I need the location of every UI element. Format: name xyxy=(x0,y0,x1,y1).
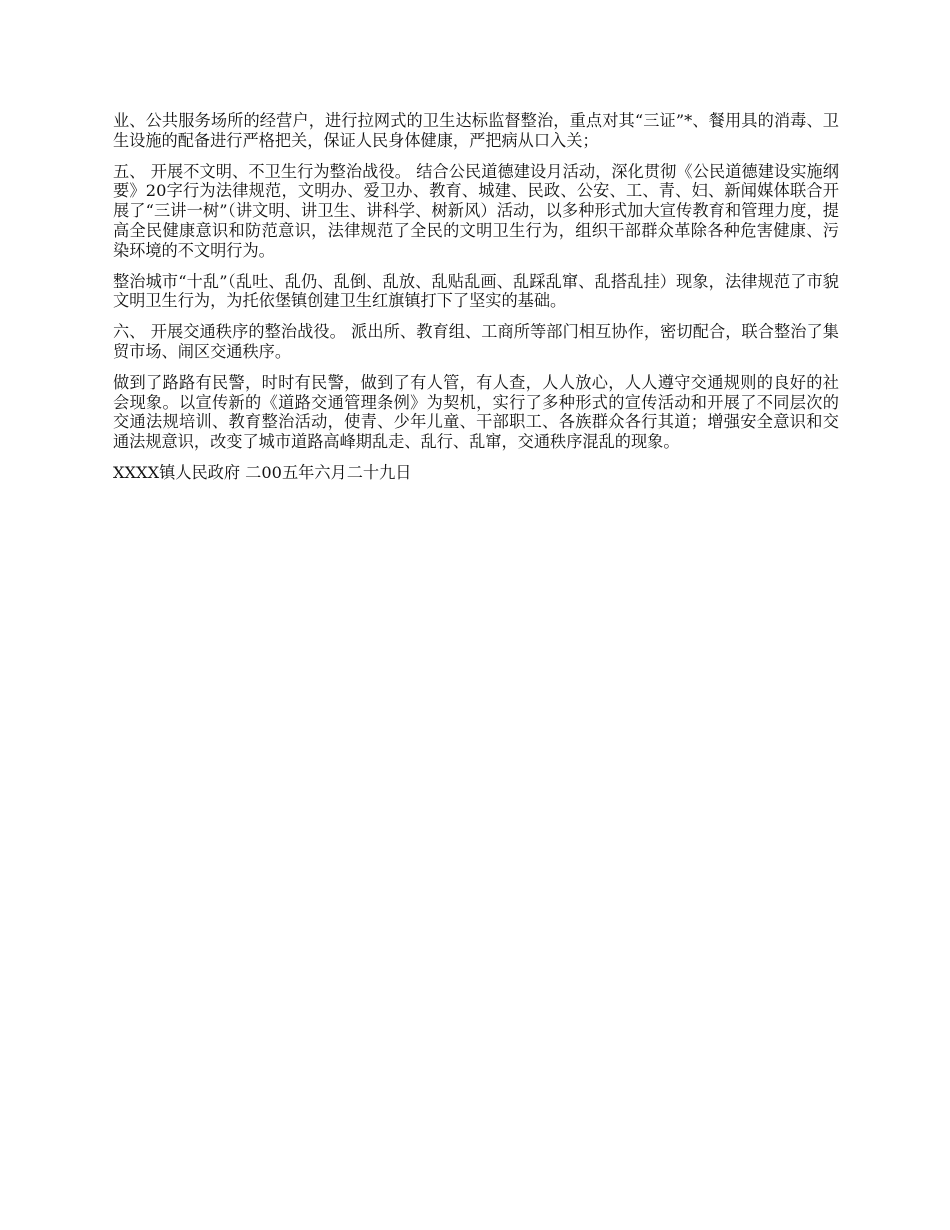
paragraph-section-five-civility-campaign: 五、 开展不文明、不卫生行为整治战役。 结合公民道德建设月活动，深化贯彻《公民道德建设实施纲要》20字行为法律规范，文明办、爱卫办、教育、城建、民政、公安、工、青、妇、新闻媒体联合开展了“三讲一树”（讲文明、讲卫生、讲科学、树新风）活动，以多种形式加大宣传教育和管理力度，提高全民健康意识和防范意识，法律规范了全民的文明卫生行为，组织干部群众革除各种危害健康、污染环境的不文明行为。 xyxy=(113,161,839,260)
paragraph-sanitation-inspection: 业、公共服务场所的经营户，进行拉网式的卫生达标监督整治，重点对其“三证”*、餐用具的消毒、卫生设施的配备进行严格把关，保证人民身体健康，严把病从口入关； xyxy=(113,111,839,150)
signature-line: XXXX镇人民政府 二00五年六月二十九日 xyxy=(113,462,412,482)
paragraph-ten-chaos-rectification: 整治城市“十乱”（乱吐、乱仍、乱倒、乱放、乱贴乱画、乱踩乱窜、乱搭乱挂）现象，法律规范了市貌文明卫生行为，为托依堡镇创建卫生红旗镇打下了坚实的基础。 xyxy=(113,271,839,311)
paragraph-traffic-results: 做到了路路有民警，时时有民警，做到了有人管，有人查，人人放心，人人遵守交通规则的良好的社会现象。以宣传新的《道路交通管理条例》为契机，实行了多种形式的宣传活动和开展了不同层次的交通法规培训、教育整治活动，使青、少年儿童、干部职工、各族群众各行其道；增强安全意识和交通法规意识，改变了城市道路高峰期乱走、乱行、乱窜，交通秩序混乱的现象。 xyxy=(113,372,839,452)
paragraph-section-six-traffic-campaign: 六、 开展交通秩序的整治战役。 派出所、教育组、工商所等部门相互协作，密切配合，联合整治了集贸市场、闹区交通秩序。 xyxy=(113,322,839,361)
document-body xyxy=(113,111,839,494)
